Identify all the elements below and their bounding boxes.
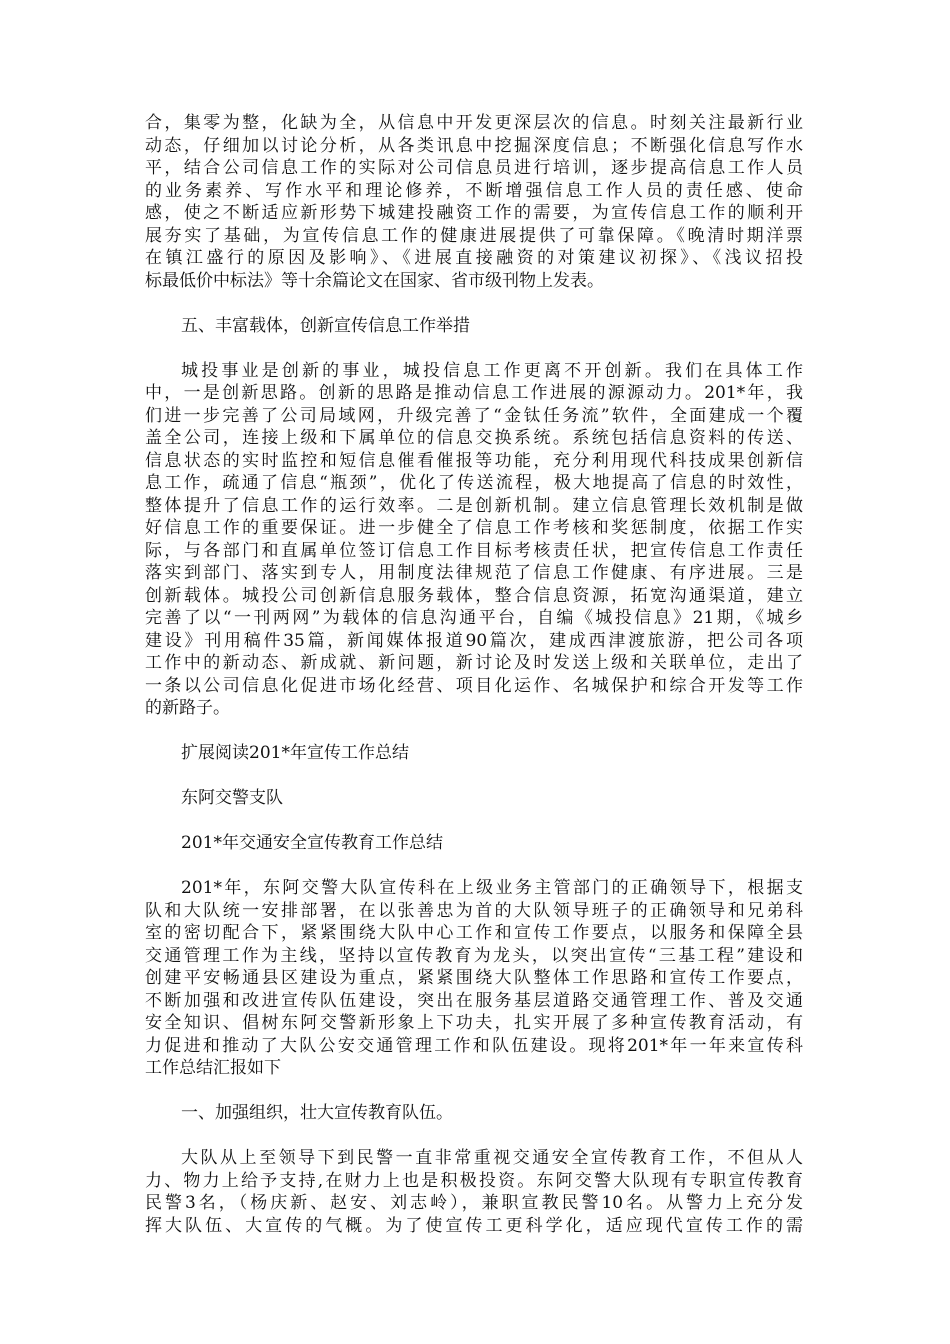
section-heading: 五、丰富载体，创新宣传信息工作举措 (181, 315, 470, 336)
text-line: 整体提升了信息工作的运行效率。二是创新机制。建立信息管理长效机制是做 (145, 495, 803, 516)
text-line: 完善了以“一刊两网”为载体的信息沟通平台，自编《城投信息》21期，《城乡 (145, 608, 803, 628)
text-line: 不断加强和改进宣传队伍建设，突出在服务基层道路交通管理工作、普及交通 (145, 990, 803, 1011)
body-paragraph (145, 1147, 803, 1237)
text-line: 创建平安畅通县区建设为重点，紧紧围绕大队整体工作思路和宣传工作要点， (145, 968, 803, 988)
text-line: 室的密切配合下，紧紧围绕大队中心工作和宣传工作要点，以服务和保障全县 (145, 923, 803, 943)
body-paragraph (145, 877, 803, 1080)
text-line: 信息状态的实时监控和短信息催看催报等功能，充分利用现代科技成果创新信 (145, 450, 803, 471)
section-heading: 东阿交警支队 (181, 788, 283, 808)
text-line: 力、物力上给予支持,在财力上也是积极投资。东阿交警大队现有专职宣传教育 (145, 1170, 803, 1191)
section-heading: 201*年交通安全宣传教育工作总结 (181, 833, 443, 853)
body-paragraph (145, 360, 803, 720)
text-line: 展夯实了基础，为宣传信息工作的健康进展提供了可靠保障。《晚清时期洋票 (145, 225, 803, 246)
text-line: 际，与各部门和直属单位签订信息工作目标考核责任状，把宣传信息工作责任 (145, 540, 803, 561)
text-line: 力促进和推动了大队公安交通管理工作和队伍建设。现将201*年一年来宣传科 (145, 1035, 803, 1056)
text-line: 合，集零为整，化缺为全，从信息中开发更深层次的信息。时刻关注最新行业 (145, 113, 803, 133)
text-line: 们进一步完善了公司局域网，升级完善了“金钛任务流”软件，全面建成一个覆 (145, 405, 803, 426)
text-line: 队和大队统一安排部署，在以张善忠为首的大队领导班子的正确领导和兄弟科 (145, 900, 803, 921)
text-line: 落实到部门、落实到专人，用制度法律规范了信息工作健康、有序进展。三是 (145, 563, 803, 583)
text-line: 建设》刊用稿件35篇，新闻媒体报道90篇次，建成西津渡旅游，把公司各项 (145, 630, 803, 651)
text-line: 交通管理工作为主线，坚持以宣传教育为龙头，以突出宣传“三基工程”建设和 (145, 945, 803, 966)
section-heading: 扩展阅读201*年宣传工作总结 (181, 743, 409, 763)
text-line: 息工作，疏通了信息“瓶颈”，优化了传送流程，极大地提高了信息的时效性， (145, 473, 803, 493)
text-line: 标最低价中标法》等十余篇论文在国家、省市级刊物上发表。 (145, 270, 604, 291)
text-line: 工作总结汇报如下 (145, 1058, 281, 1078)
text-line: 在镇江盛行的原因及影响》、《进展直接融资的对策建议初探》、《浅议招投 (145, 248, 803, 268)
text-line: 创新载体。城投公司创新信息服务载体，整合信息资源，拓宽沟通渠道，建立 (145, 585, 803, 606)
text-line: 201*年，东阿交警大队宣传科在上级业务主管部门的正确领导下，根据支 (181, 878, 803, 898)
text-line: 平，结合公司信息工作的实际对公司信息员进行培训，逐步提高信息工作人员 (145, 158, 803, 178)
section-heading: 一、加强组织，壮大宣传教育队伍。 (181, 1103, 453, 1123)
text-line: 的新路子。 (145, 698, 230, 718)
text-line: 一条以公司信息化促进市场化经营、项目化运作、名城保护和综合开发等工作 (145, 675, 803, 696)
text-line: 安全知识、倡树东阿交警新形象上下功夫，扎实开展了多种宣传教育活动，有 (145, 1013, 803, 1033)
text-line: 盖全公司，连接上级和下属单位的信息交换系统。系统包括信息资料的传送、 (145, 428, 803, 448)
document-page (145, 112, 803, 1260)
text-line: 大队从上至领导下到民警一直非常重视交通安全宣传教育工作，不但从人 (181, 1148, 803, 1168)
text-line: 好信息工作的重要保证。进一步健全了信息工作考核和奖惩制度，依据工作实 (145, 518, 803, 538)
text-line: 工作中的新动态、新成就、新问题，新讨论及时发送上级和关联单位，走出了 (145, 653, 803, 673)
text-line: 城投事业是创新的事业，城投信息工作更离不开创新。我们在具体工作 (181, 360, 803, 381)
text-line: 动态，仔细加以讨论分析，从各类讯息中挖掘深度信息；不断强化信息写作水 (145, 135, 803, 156)
text-line: 中，一是创新思路。创新的思路是推动信息工作进展的源源动力。201*年，我 (145, 383, 803, 403)
body-paragraph (145, 112, 803, 292)
text-line: 民警3名，（杨庆新、赵安、刘志岭），兼职宣教民警10名。从警力上充分发 (145, 1193, 803, 1213)
text-line: 感，使之不断适应新形势下城建投融资工作的需要，为宣传信息工作的顺利开 (145, 203, 803, 223)
text-line: 挥大队伍、大宣传的气概。为了使宣传工更科学化，适应现代宣传工作的需 (145, 1215, 803, 1236)
text-line: 的业务素养、写作水平和理论修养，不断增强信息工作人员的责任感、使命 (145, 180, 803, 201)
